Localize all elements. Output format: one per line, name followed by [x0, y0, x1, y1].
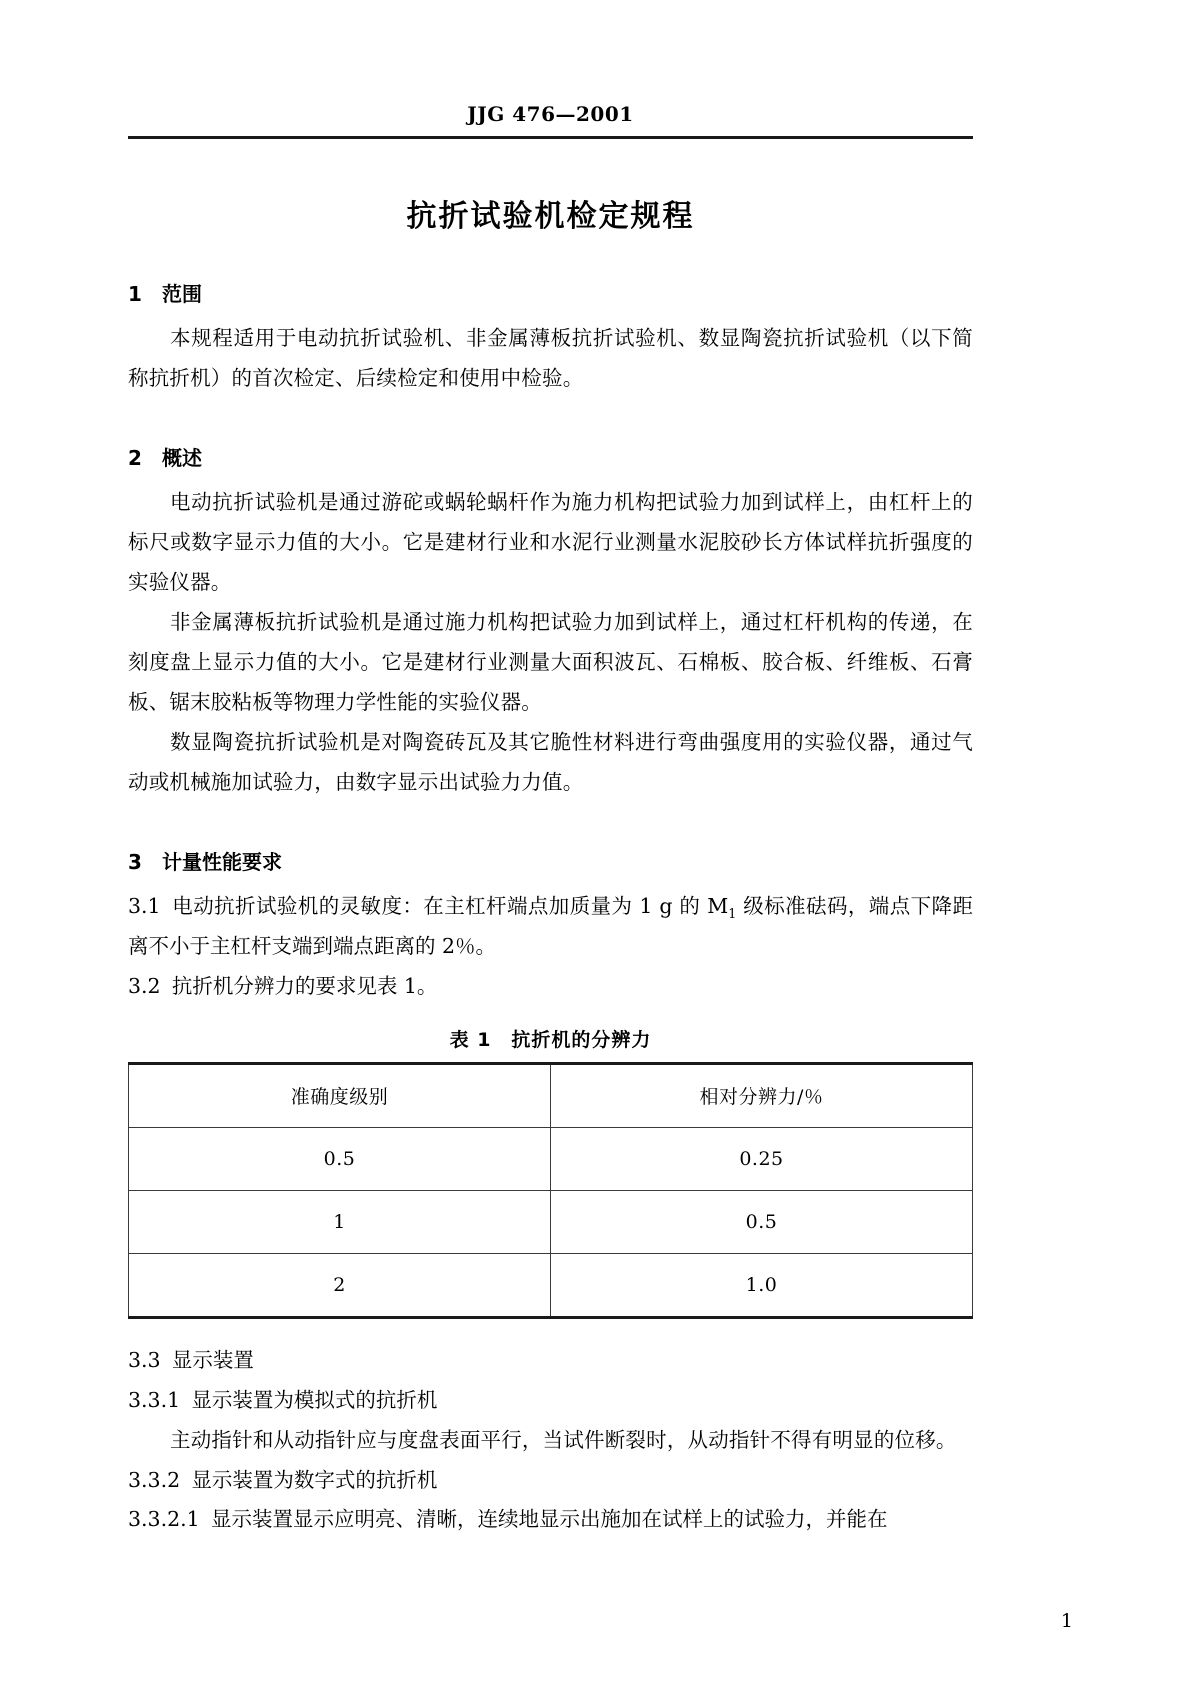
section-label-3: 计量性能要求 [162, 849, 282, 874]
clause-3-3 [128, 1341, 973, 1381]
page-content [128, 0, 973, 1540]
section-2-paragraph-2: 非金属薄板抗折试验机是通过施力机构把试验力加到试样上，通过杠杆机构的传递，在刻度盘上显示力值的大小。它是建材行业测量大面积波瓦、石棉板、胶合板、纤维板、石膏板、锯末胶粘板等物理力学性能的实验仪器。 [128, 609, 973, 714]
section-number-3: 3 [128, 849, 142, 874]
clause-3-1 [128, 887, 973, 967]
spacer-after-table [128, 1319, 973, 1341]
table-row [129, 1127, 973, 1190]
section-label-2: 概述 [162, 445, 202, 470]
section-number-2: 2 [128, 445, 142, 470]
clause-3-3-2-1-number: 3.3.2.1 [128, 1507, 200, 1532]
clause-3-3-2-number: 3.3.2 [128, 1467, 181, 1492]
table-caption: 表 1 抗折机的分辨力 [449, 1028, 652, 1051]
table-cell-accuracy-class: 1 [129, 1190, 551, 1253]
clause-3-3-1-number: 3.3.1 [128, 1387, 181, 1412]
table-row [129, 1253, 973, 1317]
section-number-1: 1 [128, 282, 142, 306]
page-number: 1 [1060, 1610, 1073, 1632]
table-header-accuracy-class: 准确度级别 [129, 1063, 551, 1127]
table-cell-accuracy-class: 2 [129, 1253, 551, 1317]
section-heading-2 [128, 443, 973, 473]
table-row [129, 1190, 973, 1253]
clause-3-1-number: 3.1 [128, 893, 161, 918]
table-cell-relative-resolution: 1.0 [551, 1253, 973, 1317]
clause-3-3-2 [128, 1461, 973, 1501]
section-label-1: 范围 [162, 282, 202, 306]
section-1-paragraph-1: 本规程适用于电动抗折试验机、非金属薄板抗折试验机、数显陶瓷抗折试验机（以下简称抗折机）的首次检定、后续检定和使用中检验。 [128, 326, 973, 390]
page-title: 抗折试验机检定规程 [406, 199, 695, 234]
section-heading-1 [128, 279, 973, 309]
table-cell-accuracy-class: 0.5 [129, 1127, 551, 1190]
clause-3-2-text: 抗折机分辨力的要求见表 1。 [171, 973, 438, 998]
clause-3-1-text-after: 级标准砝码，端点下降距离不小于主杠杆支端到端点距离的 2％。 [128, 893, 973, 958]
table-header-relative-resolution: 相对分辨力/％ [551, 1063, 973, 1127]
table-header-row [129, 1063, 973, 1127]
section-2-paragraph-3: 数显陶瓷抗折试验机是对陶瓷砖瓦及其它脆性材料进行弯曲强度用的实验仪器，通过气动或机械施加试验力，由数字显示出试验力力值。 [128, 729, 973, 794]
clause-3-2-number: 3.2 [128, 973, 161, 998]
clause-3-2 [128, 967, 973, 1007]
table-cell-relative-resolution: 0.25 [551, 1127, 973, 1190]
clause-3-3-1 [128, 1381, 973, 1421]
clause-3-3-2-text: 显示装置为数字式的抗折机 [191, 1467, 438, 1492]
clause-3-1-subscript: 1 [728, 905, 737, 921]
clause-3-3-1-text: 显示装置为模拟式的抗折机 [191, 1387, 438, 1412]
header-rule [128, 136, 973, 139]
section-heading-3 [128, 847, 973, 877]
clause-3-3-1-body: 主动指针和从动指针应与度盘表面平行，当试件断裂时，从动指针不得有明显的位移。 [170, 1427, 957, 1452]
clause-3-1-text-before: 电动抗折试验机的灵敏度：在主杠杆端点加质量为 1 g 的 M [171, 893, 729, 918]
clause-3-3-2-1-text: 显示装置显示应明亮、清晰，连续地显示出施加在试样上的试验力，并能在 [211, 1507, 888, 1532]
clause-3-3-2-1 [128, 1500, 973, 1540]
clause-3-3-text: 显示装置 [171, 1347, 254, 1372]
running-header: JJG 476—2001 [467, 102, 634, 126]
clause-3-3-number: 3.3 [128, 1347, 161, 1372]
table-cell-relative-resolution: 0.5 [551, 1190, 973, 1253]
resolution-table [128, 1062, 973, 1319]
section-2-paragraph-1: 电动抗折试验机是通过游砣或蜗轮蜗杆作为施力机构把试验力加到试样上，由杠杆上的标尺或数字显示力值的大小。它是建材行业和水泥行业测量水泥胶砂长方体试样抗折强度的实验仪器。 [128, 489, 973, 594]
